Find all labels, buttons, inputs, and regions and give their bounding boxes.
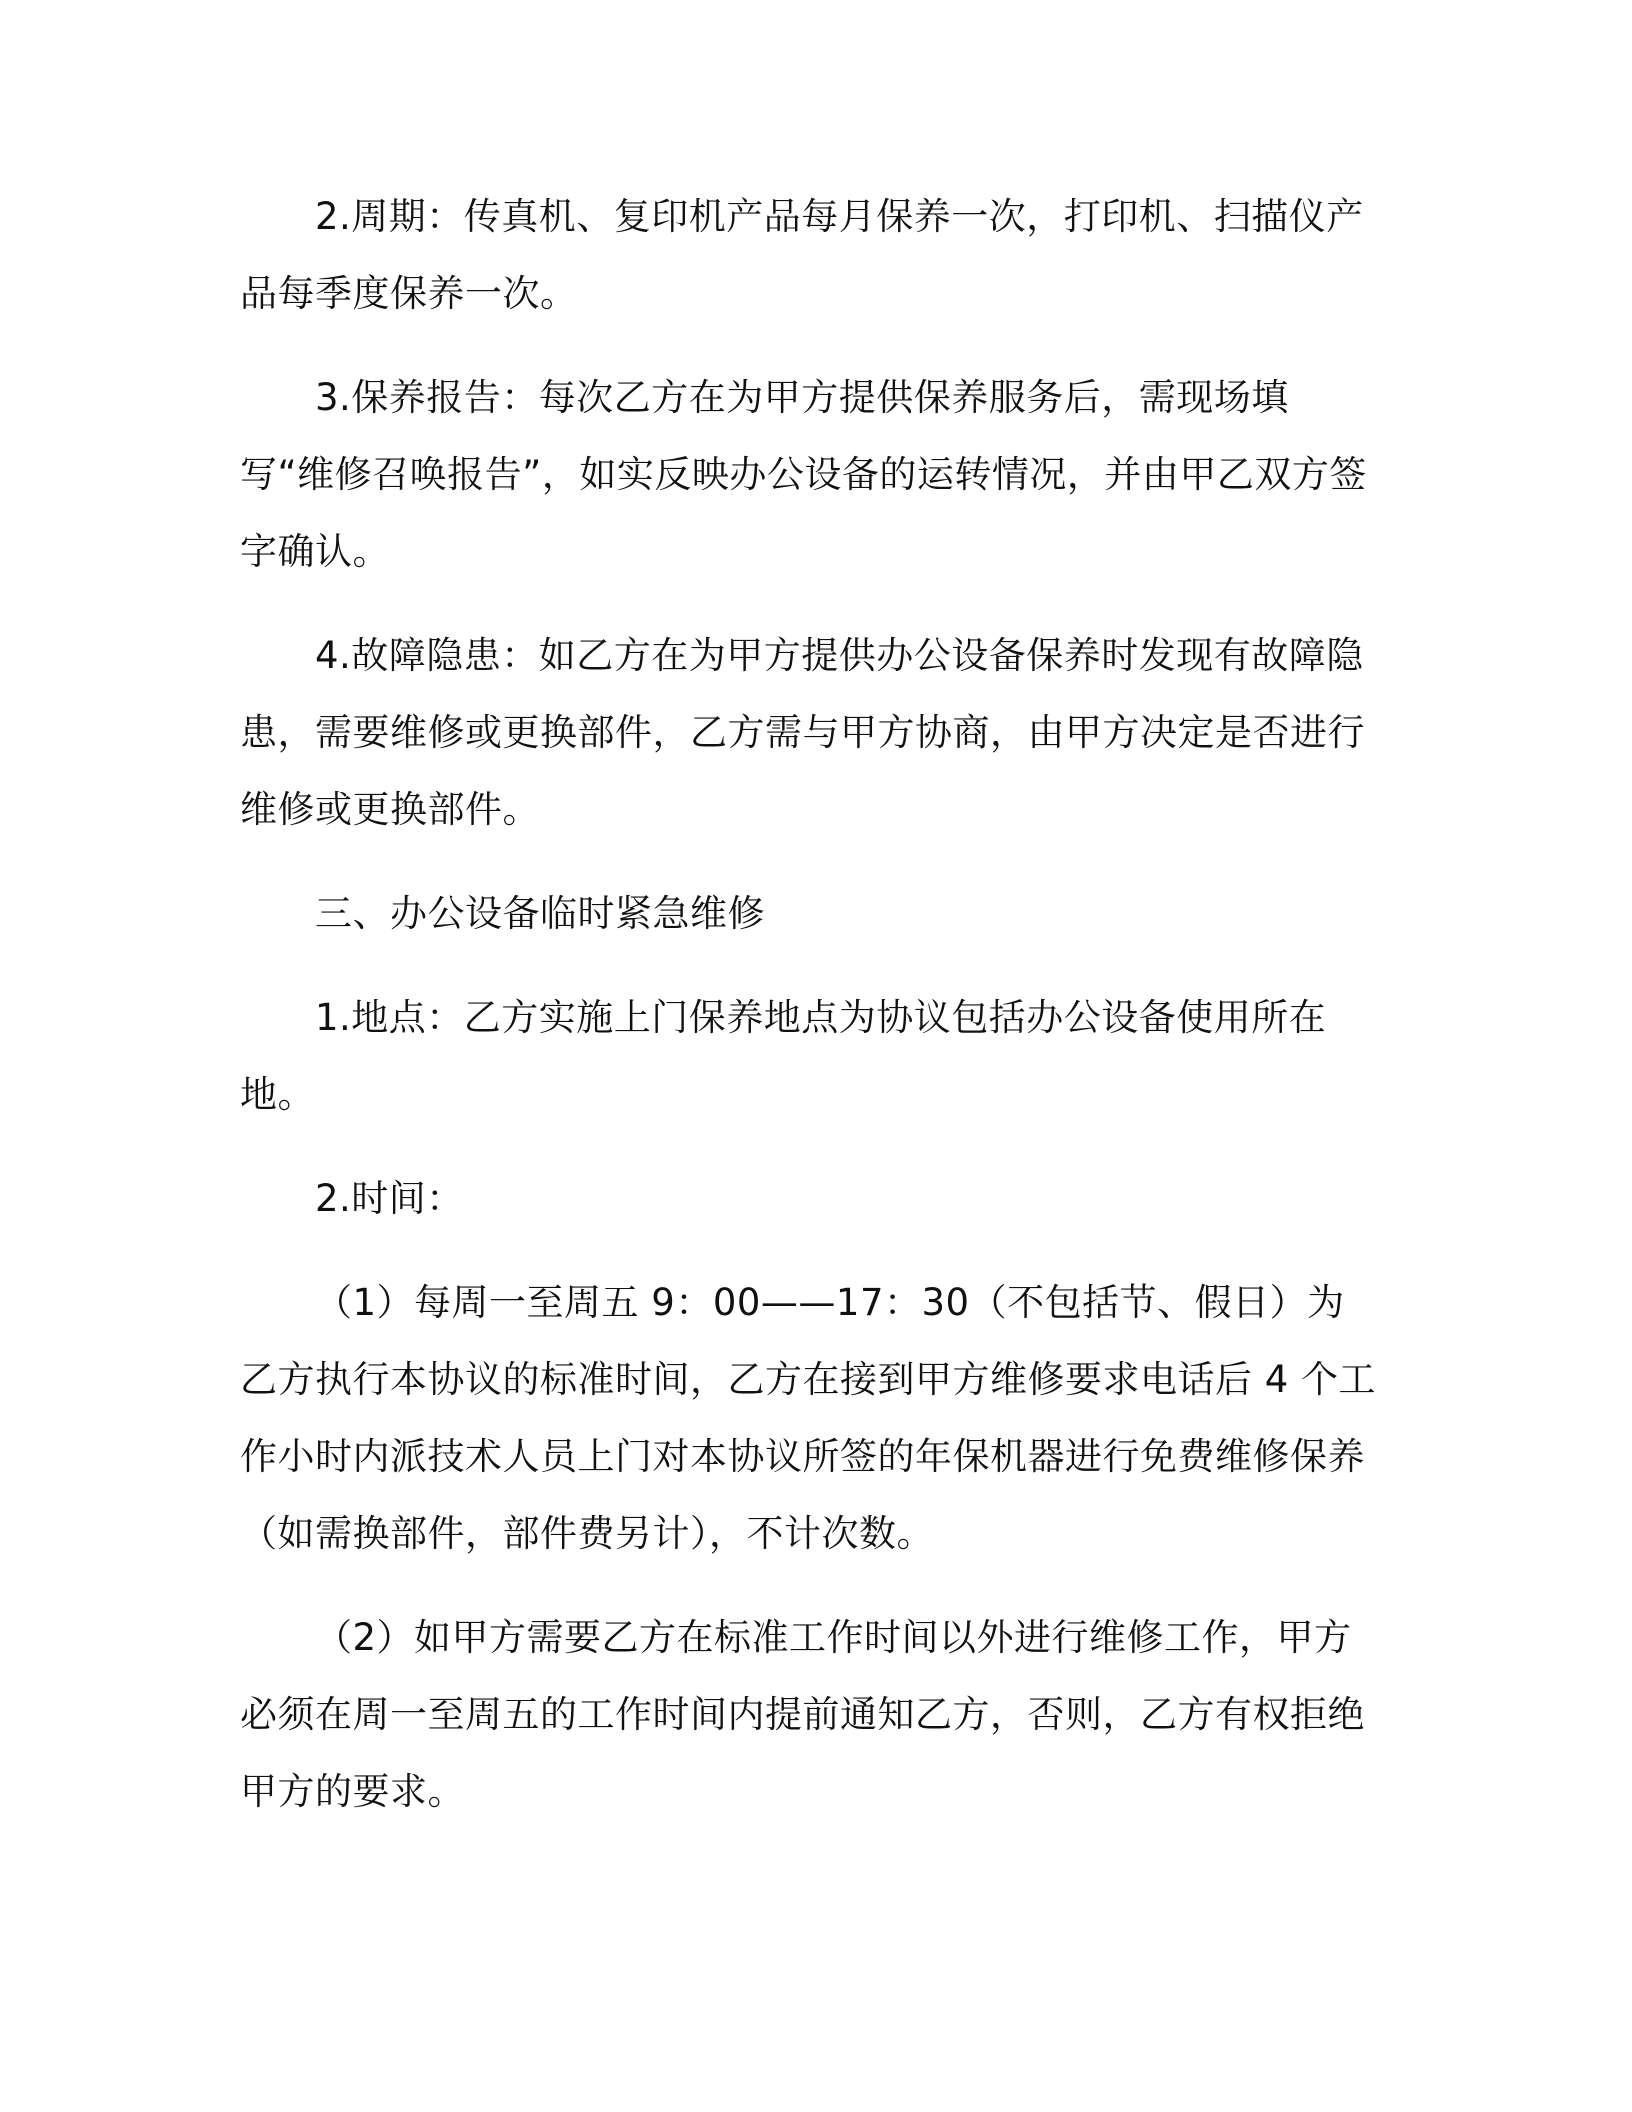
paragraph-time-heading: 2.时间： [315, 1177, 464, 1220]
section-heading-emergency-repair: 三、办公设备临时紧急维修 [315, 892, 765, 935]
paragraph-maintenance-report: 3.保养报告：每次乙方在为甲方提供保养服务后，需现场填写“维修召唤报告”，如实反映办公设备的运转情况，并由甲乙双方签字确认。 [240, 376, 1367, 573]
paragraph-standard-hours: （1）每周一至周五 9：00——17：30（不包括节、假日）为乙方执行本协议的标准时间，乙方在接到甲方维修要求电话后 4 个工作小时内派技术人员上门对本协议所签的年保机器进行免费维修保养（如需换部件，部件费另计），不计次数。 [240, 1281, 1377, 1555]
paragraph-maintenance-cycle: 2.周期：传真机、复印机产品每月保养一次，打印机、扫描仪产品每季度保养一次。 [240, 195, 1364, 315]
paragraph-fault-hazards: 4.故障隐患：如乙方在为甲方提供办公设备保养时发现有故障隐患，需要维修或更换部件，乙方需与甲方协商，由甲方决定是否进行维修或更换部件。 [240, 634, 1365, 831]
paragraph-off-hours: （2）如甲方需要乙方在标准工作时间以外进行维修工作，甲方必须在周一至周五的工作时间内提前通知乙方，否则，乙方有权拒绝甲方的要求。 [240, 1616, 1365, 1813]
paragraph-location: 1.地点：乙方实施上门保养地点为协议包括办公设备使用所在地。 [240, 996, 1327, 1116]
document-body [240, 178, 1380, 1830]
